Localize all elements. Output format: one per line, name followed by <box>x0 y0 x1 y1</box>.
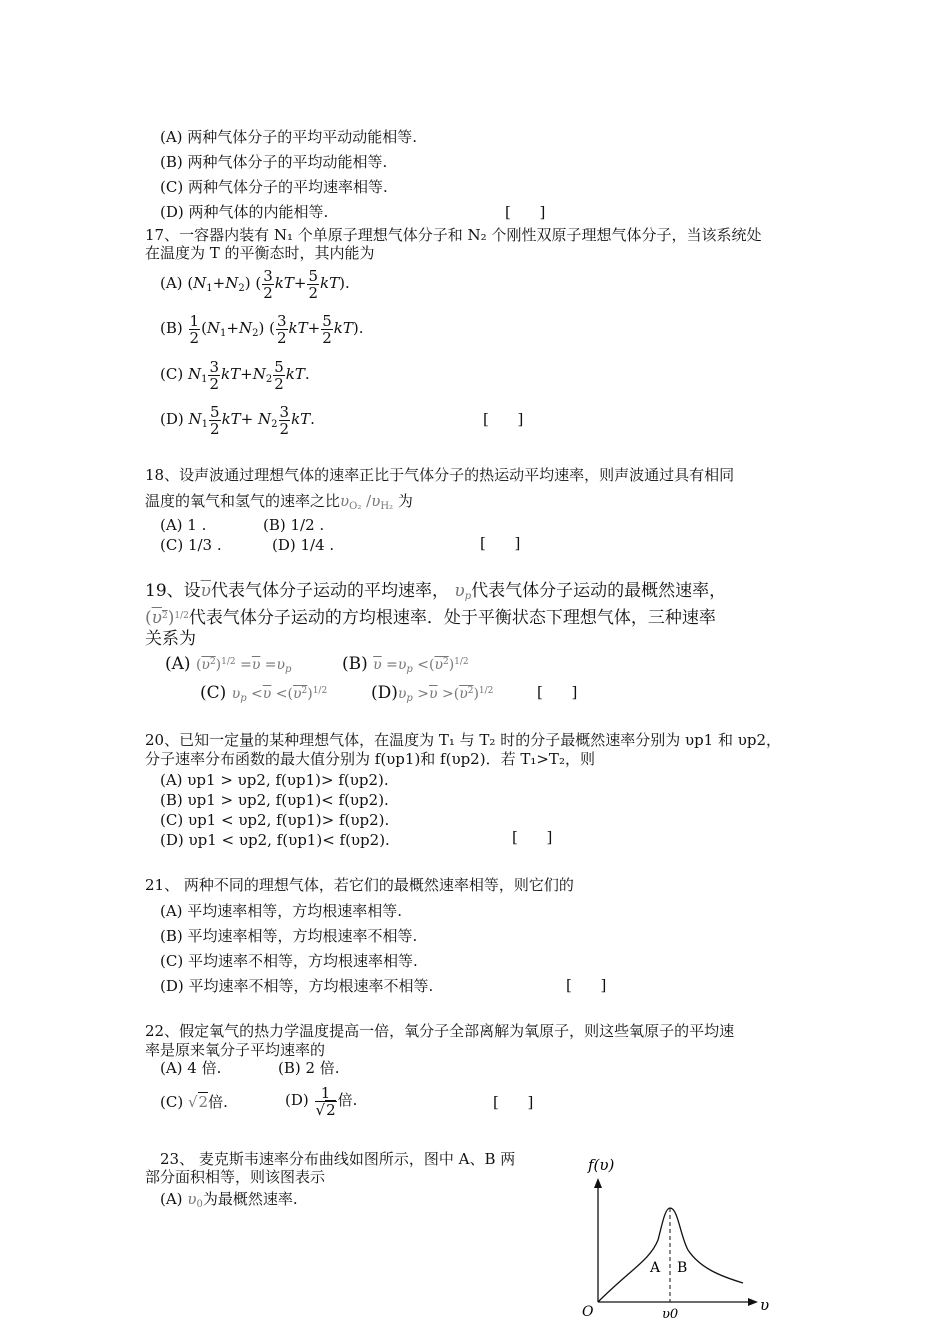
q17-option-d: (D) $N_1$ $\frac{5}{2}$ $kT+ N_2$ $\frac{3}{2}$ kT. <box>160 402 315 438</box>
q17-stem-line1: 17、一容器内装有 N₁ 个单原子理想气体分子和 N₂ 个刚性双原子理想气体分子，当该系统处 <box>145 226 762 244</box>
q19-stem-line1: 19、设$\overline{\upsilon}$代表气体分子运动的平均速率， $\upsilon_p$代表气体分子运动的最概然速率， <box>145 581 727 602</box>
q21-option-a: (A) 平均速率相等，方均根速率相等. <box>160 902 403 920</box>
q21-option-d: (D) 平均速率不相等，方均根速率不相等. <box>160 977 434 995</box>
q18-answer-bracket[interactable]: [ ] <box>480 534 521 552</box>
y-axis-label: f(υ) <box>588 1156 615 1174</box>
maxwell-distribution-figure <box>570 1150 780 1330</box>
q16-option-d: (D) 两种气体的内能相等. <box>160 203 329 221</box>
q18-stem-line2: 温度的氧气和氢气的速率之比$\upsilon_{O_2}$ $/\upsilon_{H_2}$ 为 <box>145 492 413 512</box>
q18-option-c: (C) 1/3 . <box>160 536 222 554</box>
q19-option-a: (A) $(\upsilon^2)^{1/2} =\overline{\upsilon} =\upsilon_p$ <box>165 654 292 675</box>
q22-option-d: (D) $\frac{1}{√2}$ 倍. <box>285 1083 358 1119</box>
q16-option-c: (C) 两种气体分子的平均速率相等. <box>160 178 388 196</box>
y-axis-arrow <box>594 1178 602 1188</box>
q16-option-a: (A) 两种气体分子的平均平动动能相等. <box>160 128 418 146</box>
q20-option-c: (C) υp1 < υp2, f(υp1)> f(υp2). <box>160 811 390 829</box>
q21-option-b: (B) 平均速率相等，方均根速率不相等. <box>160 927 418 945</box>
x-axis-label: υ <box>760 1296 770 1314</box>
q17-option-b: (B) $\frac{1}{2}$ $(N_1+N_2)$ ( $\frac{3}{2}$ kT+ $\frac{5}{2}$ kT). <box>160 311 364 347</box>
q18-stem-line1: 18、设声波通过理想气体的速率正比于气体分子的热运动平均速率，则声波通过具有相同 <box>145 466 735 484</box>
q21-option-c: (C) 平均速率不相等，方均根速率相等. <box>160 952 418 970</box>
q20-option-d: (D) υp1 < υp2, f(υp1)< f(υp2). <box>160 831 390 849</box>
q20-answer-bracket[interactable]: [ ] <box>512 828 553 846</box>
q17-answer-bracket[interactable]: [ ] <box>483 410 524 428</box>
q23-stem-line2: 部分面积相等，则该图表示 <box>145 1168 326 1186</box>
q19-answer-bracket[interactable]: [ ] <box>537 683 578 701</box>
q19-option-c: (C) $\upsilon_p <\overline{\upsilon} <(\upsilon^2)^{1/2}$ <box>200 683 328 704</box>
q21-stem: 21、 两种不同的理想气体，若它们的最概然速率相等，则它们的 <box>145 876 574 894</box>
q19-stem-line3: 关系为 <box>145 629 196 649</box>
q22-answer-bracket[interactable]: [ ] <box>493 1093 534 1111</box>
q16-option-b: (B) 两种气体分子的平均动能相等. <box>160 153 388 171</box>
region-a-label: A <box>650 1260 661 1276</box>
q19-stem-line2: $(\upsilon^2)^{1/2}$代表气体分子运动的方均根速率．处于平衡状态下理想气体，三种速率 <box>145 608 716 628</box>
q22-option-b: (B) 2 倍. <box>278 1059 340 1077</box>
q20-stem-line1: 20、已知一定量的某种理想气体，在温度为 T₁ 与 T₂ 时的分子最概然速率分别为 υp1 和 υp2， <box>145 731 782 749</box>
q20-option-a: (A) υp1 > υp2, f(υp1)> f(υp2). <box>160 771 389 789</box>
q20-option-b: (B) υp1 > υp2, f(υp1)< f(υp2). <box>160 791 389 809</box>
origin-label: O <box>582 1304 594 1320</box>
q18-option-a: (A) 1 . <box>160 516 207 534</box>
q18-option-b: (B) 1/2 . <box>263 516 325 534</box>
q22-stem-line2: 率是原来氧分子平均速率的 <box>145 1041 326 1059</box>
q18-option-d: (D) 1/4 . <box>272 536 335 554</box>
q19-option-b: (B) $\overline{\upsilon} =\upsilon_p <(\upsilon^2)^{1/2}$ <box>342 654 469 675</box>
q17-stem-line2: 在温度为 T 的平衡态时，其内能为 <box>145 244 375 262</box>
q22-stem-line1: 22、假定氧气的热力学温度提高一倍，氧分子全部离解为氧原子，则这些氧原子的平均速 <box>145 1022 735 1040</box>
q19-option-d: $(D)\upsilon_p >\overline{\upsilon} >(\upsilon^2)^{1/2}$ <box>371 683 494 704</box>
x-axis-arrow <box>748 1298 758 1306</box>
q20-stem-line2: 分子速率分布函数的最大值分别为 f(υp1)和 f(υp2)．若 T₁>T₂，则 <box>145 750 595 768</box>
q17-option-a: (A) $(N_1+N_2)$ ( $\frac{3}{2}$ kT+ $\frac{5}{2}$ kT). <box>160 266 350 302</box>
q22-option-a: (A) 4 倍. <box>160 1059 222 1077</box>
q16-answer-bracket[interactable]: [ ] <box>505 203 546 221</box>
q22-option-c: (C) √2倍. <box>160 1093 228 1111</box>
region-b-label: B <box>677 1260 688 1276</box>
v0-label: υ0 <box>662 1307 679 1322</box>
q23-stem-line1: 23、 麦克斯韦速率分布曲线如图所示，图中 A、B 两 <box>160 1150 516 1168</box>
q23-option-a: (A) $\upsilon_0$为最概然速率. <box>160 1190 298 1210</box>
q21-answer-bracket[interactable]: [ ] <box>566 976 607 994</box>
q17-option-c: (C) $N_1$ $\frac{3}{2}$ $kT+N_2$ $\frac{5}{2}$ kT. <box>160 357 310 393</box>
